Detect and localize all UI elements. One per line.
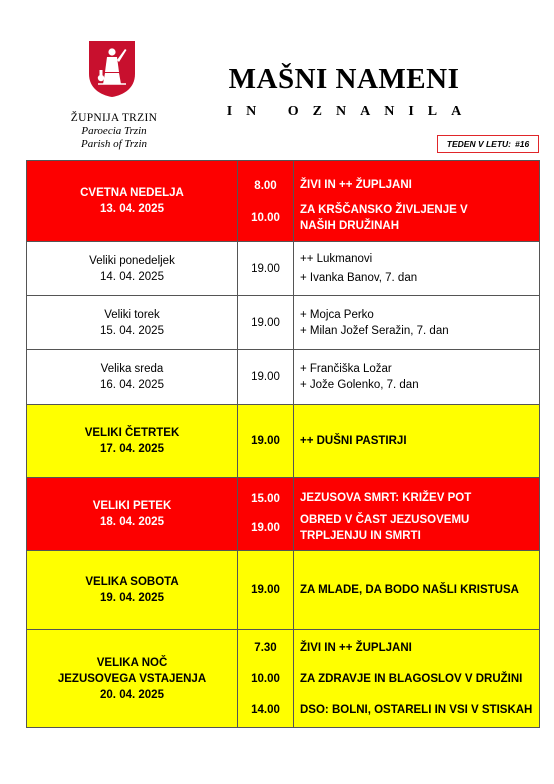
week-number: #16 (515, 139, 530, 149)
day-cell (27, 551, 238, 630)
day-date: 13. 04. 2025 (100, 203, 164, 215)
day-name-line2: JEZUSOVEGA VSTAJENJA (57, 672, 207, 685)
time-cell (238, 478, 294, 551)
intention-cell (294, 405, 540, 478)
day-name: CVETNA NEDELJA (80, 187, 184, 199)
mass-intention: ZA ZDRAVJE IN BLAGOSLOV V DRUŽINI (300, 672, 523, 685)
mass-time: 8.00 (254, 180, 277, 192)
day-cell (27, 478, 238, 551)
day-date: 17. 04. 2025 (100, 443, 164, 455)
mass-time: 19.00 (251, 435, 280, 447)
mass-time: 15.00 (251, 493, 280, 505)
intention-cell (294, 296, 540, 350)
intention-cell (294, 478, 540, 551)
day-cell (27, 630, 238, 728)
time-cell (238, 405, 294, 478)
parish-latin-name: Paroecia Trzin (81, 125, 147, 137)
intention-cell (294, 630, 540, 728)
schedule-row (27, 551, 540, 630)
mass-time: 10.00 (251, 672, 280, 685)
mass-time: 19.00 (251, 371, 280, 383)
day-date: 14. 04. 2025 (100, 270, 164, 283)
mass-intention: + Ivanka Banov, 7. dan (300, 271, 418, 284)
mass-intention: ++ Lukmanovi (300, 252, 373, 265)
schedule-row (27, 478, 540, 551)
day-name: VELIKA SOBOTA (85, 576, 179, 588)
day-name: VELIKA NOČ (96, 656, 168, 669)
mass-intention: ZA MLADE, DA BODO NAŠLI KRISTUSA (300, 584, 519, 596)
mass-time: 14.00 (251, 703, 280, 716)
day-name: Veliki torek (104, 308, 160, 321)
day-date: 18. 04. 2025 (100, 516, 164, 528)
mass-intention: + Mojca Perko (300, 308, 374, 321)
intention-cell (294, 242, 540, 296)
day-name: VELIKI PETEK (92, 500, 172, 512)
mass-intention: OBRED V ČAST JEZUSOVEMU TRPLJENJU IN SMRTI (300, 514, 470, 542)
schedule-row (27, 296, 540, 350)
mass-intention: + Jože Golenko, 7. dan (300, 379, 419, 391)
schedule-row (27, 242, 540, 296)
day-date: 20. 04. 2025 (100, 688, 164, 701)
intention-cell (294, 350, 540, 405)
mass-time: 19.00 (251, 522, 280, 534)
mass-time: 19.00 (251, 262, 280, 275)
mass-intention: ZA KRŠČANSKO ŽIVLJENJE V NAŠIH DRUŽINAH (300, 204, 468, 232)
time-cell (238, 161, 294, 242)
schedule-row (27, 630, 540, 728)
parish-coat-of-arms-icon (88, 40, 136, 98)
schedule-row (27, 161, 540, 242)
time-cell (238, 242, 294, 296)
day-date: 19. 04. 2025 (100, 592, 164, 604)
day-name: Veliki ponedeljek (89, 254, 175, 267)
schedule-row (27, 350, 540, 405)
mass-intention: + Frančiška Ložar (300, 363, 392, 375)
time-cell (238, 630, 294, 728)
parish-name: ŽUPNIJA TRZIN (70, 112, 158, 124)
mass-time: 19.00 (251, 316, 280, 329)
time-cell (238, 551, 294, 630)
mass-time: 7.30 (254, 641, 277, 654)
mass-intention: + Milan Jožef Seražin, 7. dan (300, 324, 449, 337)
day-cell (27, 405, 238, 478)
week-label: TEDEN V LETU: (446, 139, 512, 149)
page-title: MAŠNI NAMENI (228, 63, 460, 95)
mass-schedule-table (26, 160, 540, 728)
parish-block (62, 111, 166, 151)
intention-cell (294, 551, 540, 630)
intention-cell (294, 161, 540, 242)
day-cell (27, 161, 238, 242)
mass-intention: DSO: BOLNI, OSTARELI IN VSI V STISKAH (300, 703, 533, 716)
day-date: 16. 04. 2025 (100, 379, 164, 391)
mass-intention: ŽIVI IN ++ ŽUPLJANI (300, 641, 412, 654)
mass-intention: ++ DUŠNI PASTIRJI (300, 435, 407, 447)
day-name: Velika sreda (100, 363, 164, 375)
schedule-row (27, 405, 540, 478)
day-name: VELIKI ČETRTEK (84, 427, 180, 439)
parish-english-name: Parish of Trzin (80, 138, 148, 150)
day-cell (27, 296, 238, 350)
mass-intention: ŽIVI IN ++ ŽUPLJANI (300, 179, 412, 191)
day-cell (27, 242, 238, 296)
mass-time: 19.00 (251, 584, 280, 596)
mass-intention: JEZUSOVA SMRT: KRIŽEV POT (300, 492, 472, 504)
page-subtitle: IN OZNANILA (226, 104, 476, 119)
week-badge (437, 135, 539, 153)
time-cell (238, 296, 294, 350)
mass-time: 10.00 (251, 212, 280, 224)
time-cell (238, 350, 294, 405)
day-cell (27, 350, 238, 405)
day-date: 15. 04. 2025 (100, 324, 164, 337)
